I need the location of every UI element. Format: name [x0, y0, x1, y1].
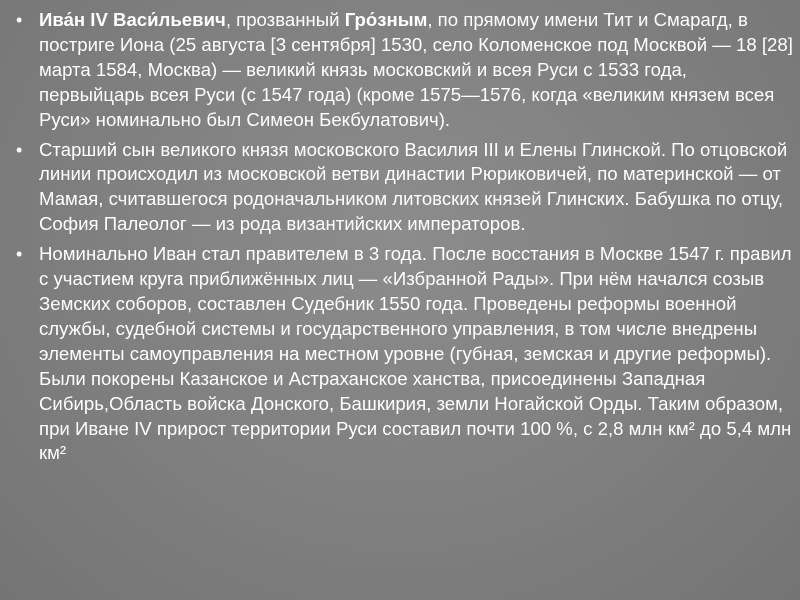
- bullet-item-reign: [16, 242, 796, 466]
- bullet-item-origin: [16, 138, 796, 238]
- nickname-bold-text: Гро́зным: [344, 9, 428, 30]
- paragraph-text: Старший сын великого князя московского Василия III и Елены Глинской. По отцовской линии происходил из московской ветви династии Рюриковичей, по материнской — от Мамая, считавшегося родоначальником литовских князей Глинских. Бабушка по отцу, София Палеолог — из рода византийских императоров.: [39, 138, 788, 235]
- paragraph-text: Номинально Иван стал правителем в 3 года. После восстания в Москве 1547 г. правил с участием круга приближённых лиц — «Избранной Рады». При нём начался созыв Земских соборов, составлен Судебник 1550 года. Проведены реформы военной службы, судебной системы и государственного управления, в том числе внедрены элементы самоуправления на местном уровне (губная, земская и другие реформы). Были покорены Казанское и Астраханское ханства, присоединены Западная Сибирь,Область войска Донского, Башкирия, земли Ногайской Орды. Таким образом, при Иване IV прирост территории Руси составил почти 100 %, с 2,8 млн км² до 5,4 млн км²: [39, 243, 792, 464]
- bullet-item-biography: [16, 8, 796, 133]
- bullet-dot-icon: •: [16, 10, 23, 30]
- bullet-list: [16, 8, 796, 471]
- paragraph-text: , по прямому имени Тит и Смарагд, в постриге Иона (25 августа [3 сентября] 1530, село Коломенское под Москвой — 18 [28] марта 1584, Москва) — великий князь московский и всея Руси с 1533 года, первыйцарь всея Руси (с 1547 года) (кроме 1575—1576, когда «великим князем всея Руси» номинально был Симеон Бекбулатович).: [39, 9, 793, 130]
- paragraph-text: , прозванный: [225, 9, 345, 30]
- bullet-dot-icon: •: [16, 139, 23, 160]
- bullet-dot-icon: •: [16, 244, 23, 265]
- name-bold-text: Ива́н IV Васи́льевич: [39, 9, 226, 30]
